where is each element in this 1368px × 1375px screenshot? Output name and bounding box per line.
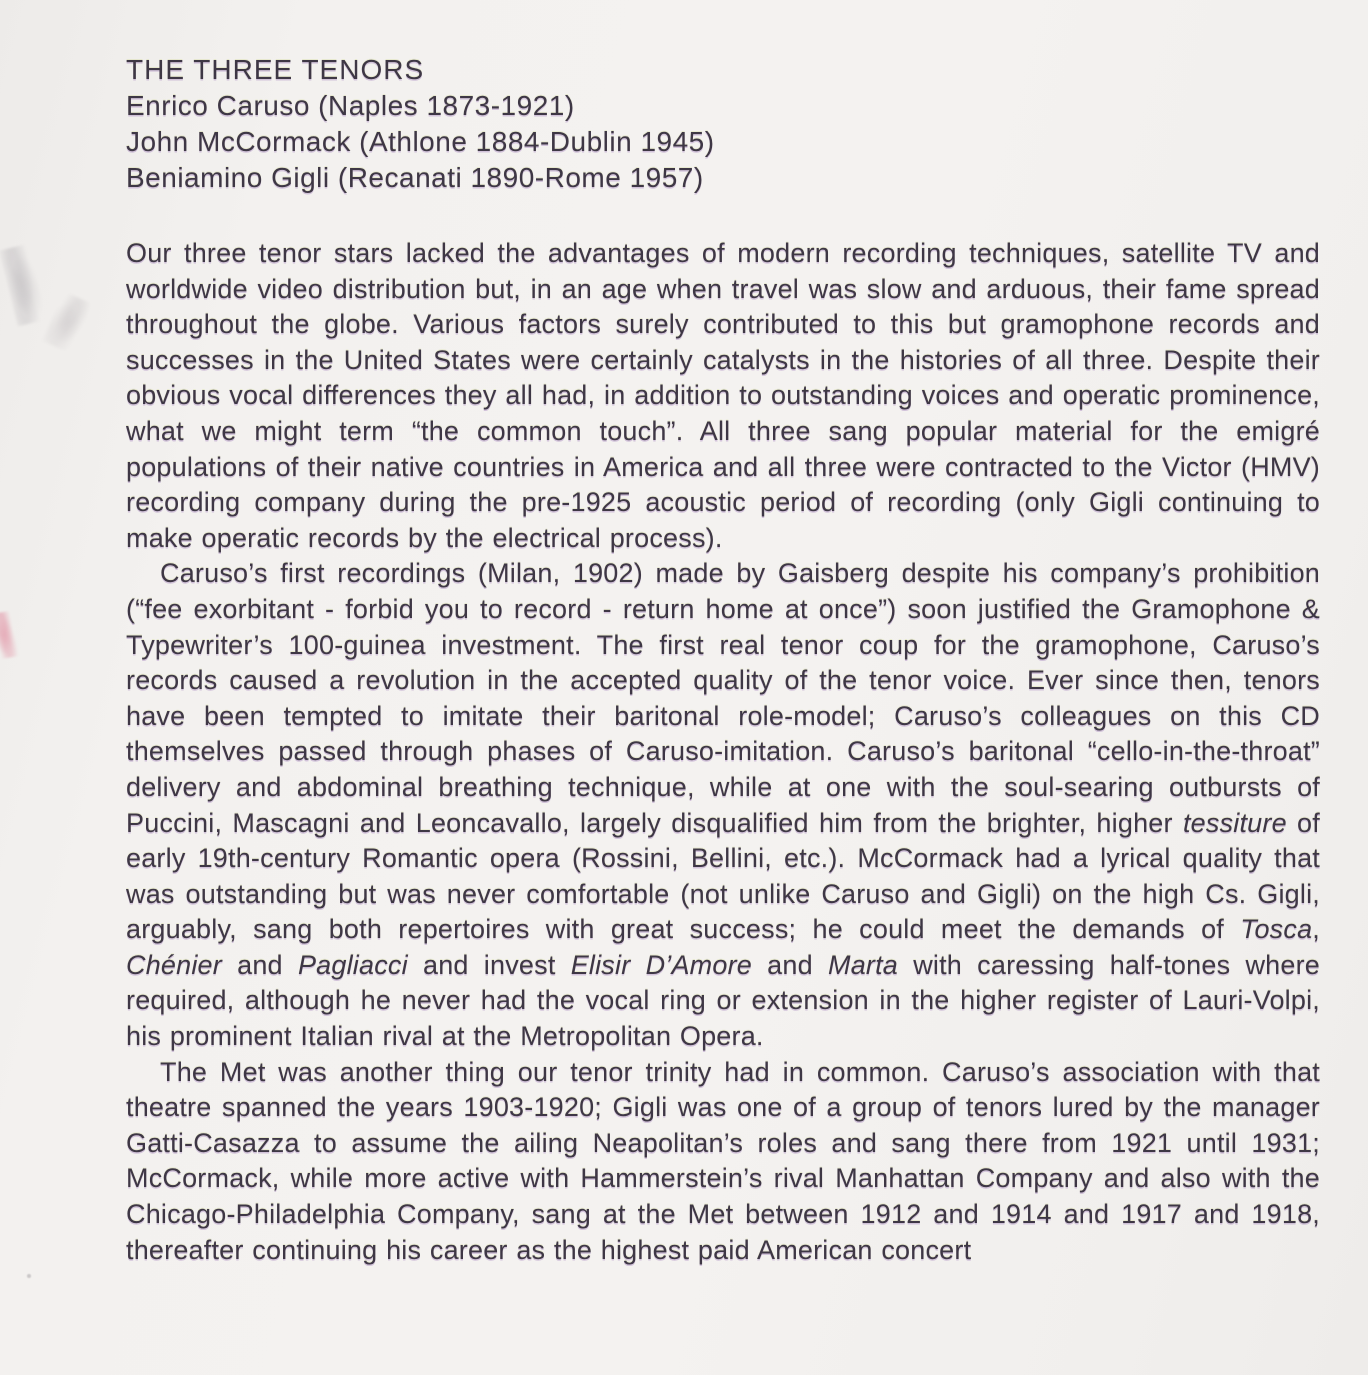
tenor-line: Beniamino Gigli (Recanati 1890-Rome 1957) (126, 162, 704, 193)
text-run: The Met was another thing our tenor trinity had in common. Caruso’s association with that theatre spanned the years 1903-1920; Gigli was one of a group of tenors lured by the manager Gatti-Casazza to assume the ailing Neapolitan’s roles and sang there from 1921 until 1931; McCormack, while more active with Hammerstein’s rival Manhattan Company and also with the Chicago-Philadelphia Company, sang at the Met between 1912 and 1914 and 1917 and 1918, thereafter continuing his career as the highest paid American concert (126, 1056, 1320, 1265)
text-run: , (1312, 914, 1320, 945)
text-column (126, 52, 1320, 1268)
work-title: Elisir D’Amore (570, 949, 752, 980)
text-run: and (221, 949, 298, 980)
paragraph (126, 1055, 1320, 1269)
header (126, 52, 1320, 196)
work-title: Pagliacci (297, 949, 408, 980)
tenor-list (126, 88, 1320, 196)
text-run: with caressing half-tones where required, although he never had the vocal ring or extension in the higher register of Lauri-Volpi, his prominent Italian rival at the Metropolitan Opera. (126, 949, 1320, 1052)
work-title: Marta (828, 949, 899, 980)
scan-pink-mark (0, 611, 19, 660)
text-run: of early 19th-century Romantic opera (Rossini, Bellini, etc.). McCormack had a lyrical quality that was outstanding but was never comfortable (not unlike Caruso and Gigli) on the high Cs. Gigli, arguably, sang both repertoires with great success; he could meet the demands of (126, 807, 1320, 945)
scan-speck (27, 1274, 31, 1278)
text-run: Our three tenor stars lacked the advantages of modern recording techniques, satellite TV and worldwide video distribution but, in an age when travel was slow and arduous, their fame spread throughout the globe. Various factors surely contributed to this but gramophone records and successes in the United States were certainly catalysts in the histories of all three. Despite their obvious vocal differences they all had, in addition to outstanding voices and operatic prominence, what we might term “the common touch”. All three sang popular material for the emigré populations of their native countries in America and all three were contracted to the Victor (HMV) recording company during the pre-1925 acoustic period of recording (only Gigli continuing to make operatic records by the electrical process). (126, 238, 1320, 553)
tenor-line: John McCormack (Athlone 1884-Dublin 1945) (126, 126, 715, 157)
text-run: and invest (407, 949, 571, 980)
notes-text (126, 236, 1320, 1268)
text-run: Caruso’s first recordings (Milan, 1902) made by Gaisberg despite his company’s prohibition (“fee exorbitant - forbid you to record - return home at once”) soon justified the Gramophone & Typewriter’s 100-guinea investment. The first real tenor coup for the gramophone, Caruso’s records caused a revolution in the accepted quality of the tenor voice. Ever since then, tenors have been tempted to imitate their baritonal role-model; Caruso’s colleagues on this CD themselves passed through phases of Caruso-imitation. Caruso’s baritonal “cello-in-the-throat” delivery and abdominal breathing technique, while at one with the soul-searing outbursts of Puccini, Mascagni and Leoncavallo, largely disqualified him from the brighter, higher (126, 558, 1320, 838)
scan-smudge (0, 244, 47, 327)
page-title: THE THREE TENORS (126, 54, 425, 85)
work-title: Tosca (1240, 914, 1313, 945)
paragraph (126, 236, 1320, 556)
tenor-line: Enrico Caruso (Naples 1873-1921) (126, 90, 575, 121)
scan-smudge (42, 291, 95, 354)
work-title: tessiture (1182, 807, 1287, 838)
work-title: Chénier (126, 949, 222, 980)
text-run: and (752, 949, 828, 980)
paragraph (126, 556, 1320, 1054)
